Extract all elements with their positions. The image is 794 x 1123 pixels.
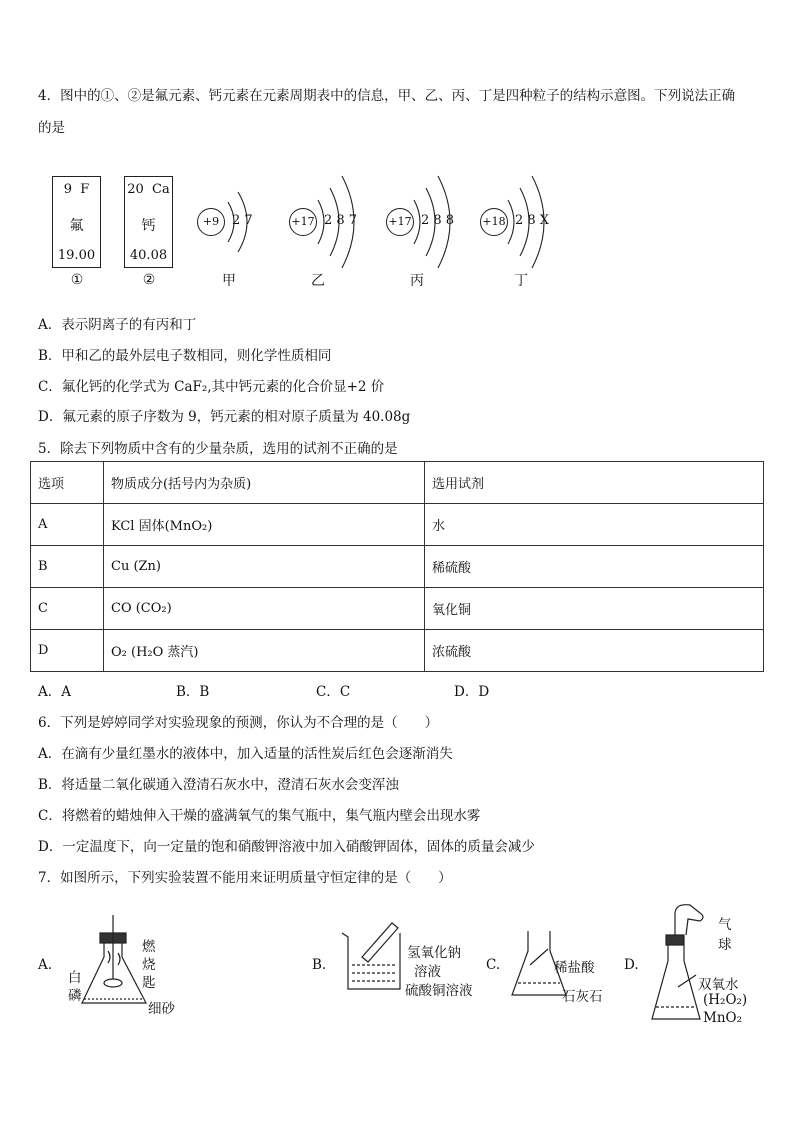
- q6-stem: 6．下列是婷婷同学对实验现象的预测，你认为不合理的是（ ）: [38, 715, 439, 731]
- cell-reagent: 浓硫酸: [425, 630, 764, 672]
- q5-table: [30, 461, 764, 672]
- q4-option-d: D．氟元素的原子序数为 9，钙元素的相对原子质量为 40.08g: [38, 409, 411, 425]
- cell-substance: KCl 固体(MnO₂): [104, 504, 425, 546]
- q4-stem-line2: 的是: [38, 120, 65, 136]
- shells-jia: 2 7: [232, 213, 253, 228]
- label-burning-2: 烧: [142, 957, 156, 973]
- element-number-symbol: 9 F: [63, 182, 90, 197]
- shells-yi: 2 8 7: [324, 213, 358, 228]
- q7-b-letter: B.: [312, 957, 327, 973]
- q4-option-c: C．氟化钙的化学式为 CaF₂,其中钙元素的化合价显+2 价: [38, 379, 385, 395]
- label-phosphorus: 磷: [68, 988, 82, 1004]
- element-caption-1: ①: [70, 272, 84, 288]
- header-substance: 物质成分(括号内为杂质): [104, 462, 425, 504]
- element-caption-2: ②: [142, 272, 156, 288]
- q7-stem: 7．如图所示，下列实验装置不能用来证明质量守恒定律的是（ ）: [38, 870, 452, 886]
- label-burning: 燃: [142, 939, 156, 955]
- particle-caption-yi: 乙: [311, 273, 325, 289]
- element-mass: 19.00: [57, 248, 96, 263]
- particle-caption-bing: 丙: [410, 273, 424, 289]
- q7-c-letter: C.: [486, 957, 501, 973]
- label-white: 白: [68, 970, 82, 986]
- cell-substance: O₂ (H₂O 蒸汽): [104, 630, 425, 672]
- q5-answer-d: D．D: [454, 684, 490, 700]
- cell-option: C: [31, 588, 104, 630]
- element-name: 氟: [69, 218, 84, 234]
- cell-option: A: [31, 504, 104, 546]
- q5-answers: [38, 680, 489, 700]
- nucleus-bing: +17: [386, 208, 414, 236]
- nucleus-jia: +9: [197, 208, 225, 236]
- table-row: [31, 504, 764, 546]
- shells-bing: 2 8 8: [421, 213, 455, 228]
- q7-d-letter: D.: [624, 957, 639, 973]
- label-fine-sand: 细砂: [148, 1001, 175, 1017]
- cell-substance: CO (CO₂): [104, 588, 425, 630]
- q5-stem: 5．除去下列物质中含有的少量杂质，选用的试剂不正确的是: [38, 441, 398, 457]
- cell-reagent: 稀硫酸: [425, 546, 764, 588]
- q6-option-d: D．一定温度下，向一定量的饱和硝酸钾溶液中加入硝酸钾固体，固体的质量会减少: [38, 839, 535, 855]
- q7-a-letter: A.: [38, 957, 53, 973]
- q6-option-b: B．将适量二氧化碳通入澄清石灰水中，澄清石灰水会变浑浊: [38, 777, 399, 793]
- cell-reagent: 水: [425, 504, 764, 546]
- q5-answer-a: A．A: [38, 684, 71, 700]
- nucleus-yi: +17: [289, 208, 317, 236]
- q5-answer-c: C．C: [316, 684, 351, 700]
- shells-ding: 2 8 X: [515, 213, 550, 228]
- label-h2o2: 双氧水: [698, 977, 739, 993]
- q5-answer-b: B．B: [176, 684, 210, 700]
- table-row: [31, 546, 764, 588]
- label-limestone: 石灰石: [562, 989, 603, 1005]
- q6-option-a: A．在滴有少量红墨水的液体中，加入适量的活性炭后红色会逐渐消失: [38, 746, 453, 762]
- label-cuso4: 硫酸铜溶液: [405, 983, 473, 999]
- label-mno2: MnO₂: [703, 1010, 742, 1026]
- q7-apparatus-drawings: [0, 895, 794, 1035]
- label-hcl: 稀盐酸: [554, 960, 595, 976]
- cell-option: D: [31, 630, 104, 672]
- nucleus-ding: +18: [480, 208, 508, 236]
- table-row: [31, 588, 764, 630]
- cell-option: B: [31, 546, 104, 588]
- q4-stem-line1: 4．图中的①、②是氟元素、钙元素在元素周期表中的信息，甲、乙、丙、丁是四种粒子的结构示意图。下列说法正确: [38, 88, 736, 104]
- element-number-symbol: 20 Ca: [127, 182, 170, 197]
- table-row: [31, 630, 764, 672]
- header-reagent: 选用试剂: [425, 462, 764, 504]
- cell-reagent: 氧化铜: [425, 588, 764, 630]
- cell-substance: Cu (Zn): [104, 546, 425, 588]
- q6-option-c: C．将燃着的蜡烛伸入干燥的盛满氧气的集气瓶中，集气瓶内壁会出现水雾: [38, 808, 481, 824]
- label-naoh: 氢氧化钠: [407, 945, 461, 961]
- label-spoon: 匙: [142, 975, 156, 991]
- label-balloon-1: 气: [718, 917, 732, 933]
- q4-option-b: B．甲和乙的最外层电子数相同，则化学性质相同: [38, 348, 332, 364]
- label-balloon-2: 球: [718, 937, 732, 953]
- q4-option-a: A．表示阴离子的有丙和丁: [38, 317, 197, 333]
- label-solution: 溶液: [414, 964, 441, 980]
- label-h2o2-formula: (H₂O₂): [703, 992, 748, 1008]
- table-header-row: [31, 462, 764, 504]
- element-name: 钙: [141, 218, 156, 234]
- element-mass: 40.08: [129, 248, 168, 263]
- particle-caption-jia: 甲: [222, 273, 236, 289]
- header-option: 选项: [31, 462, 104, 504]
- particle-caption-ding: 丁: [514, 273, 528, 289]
